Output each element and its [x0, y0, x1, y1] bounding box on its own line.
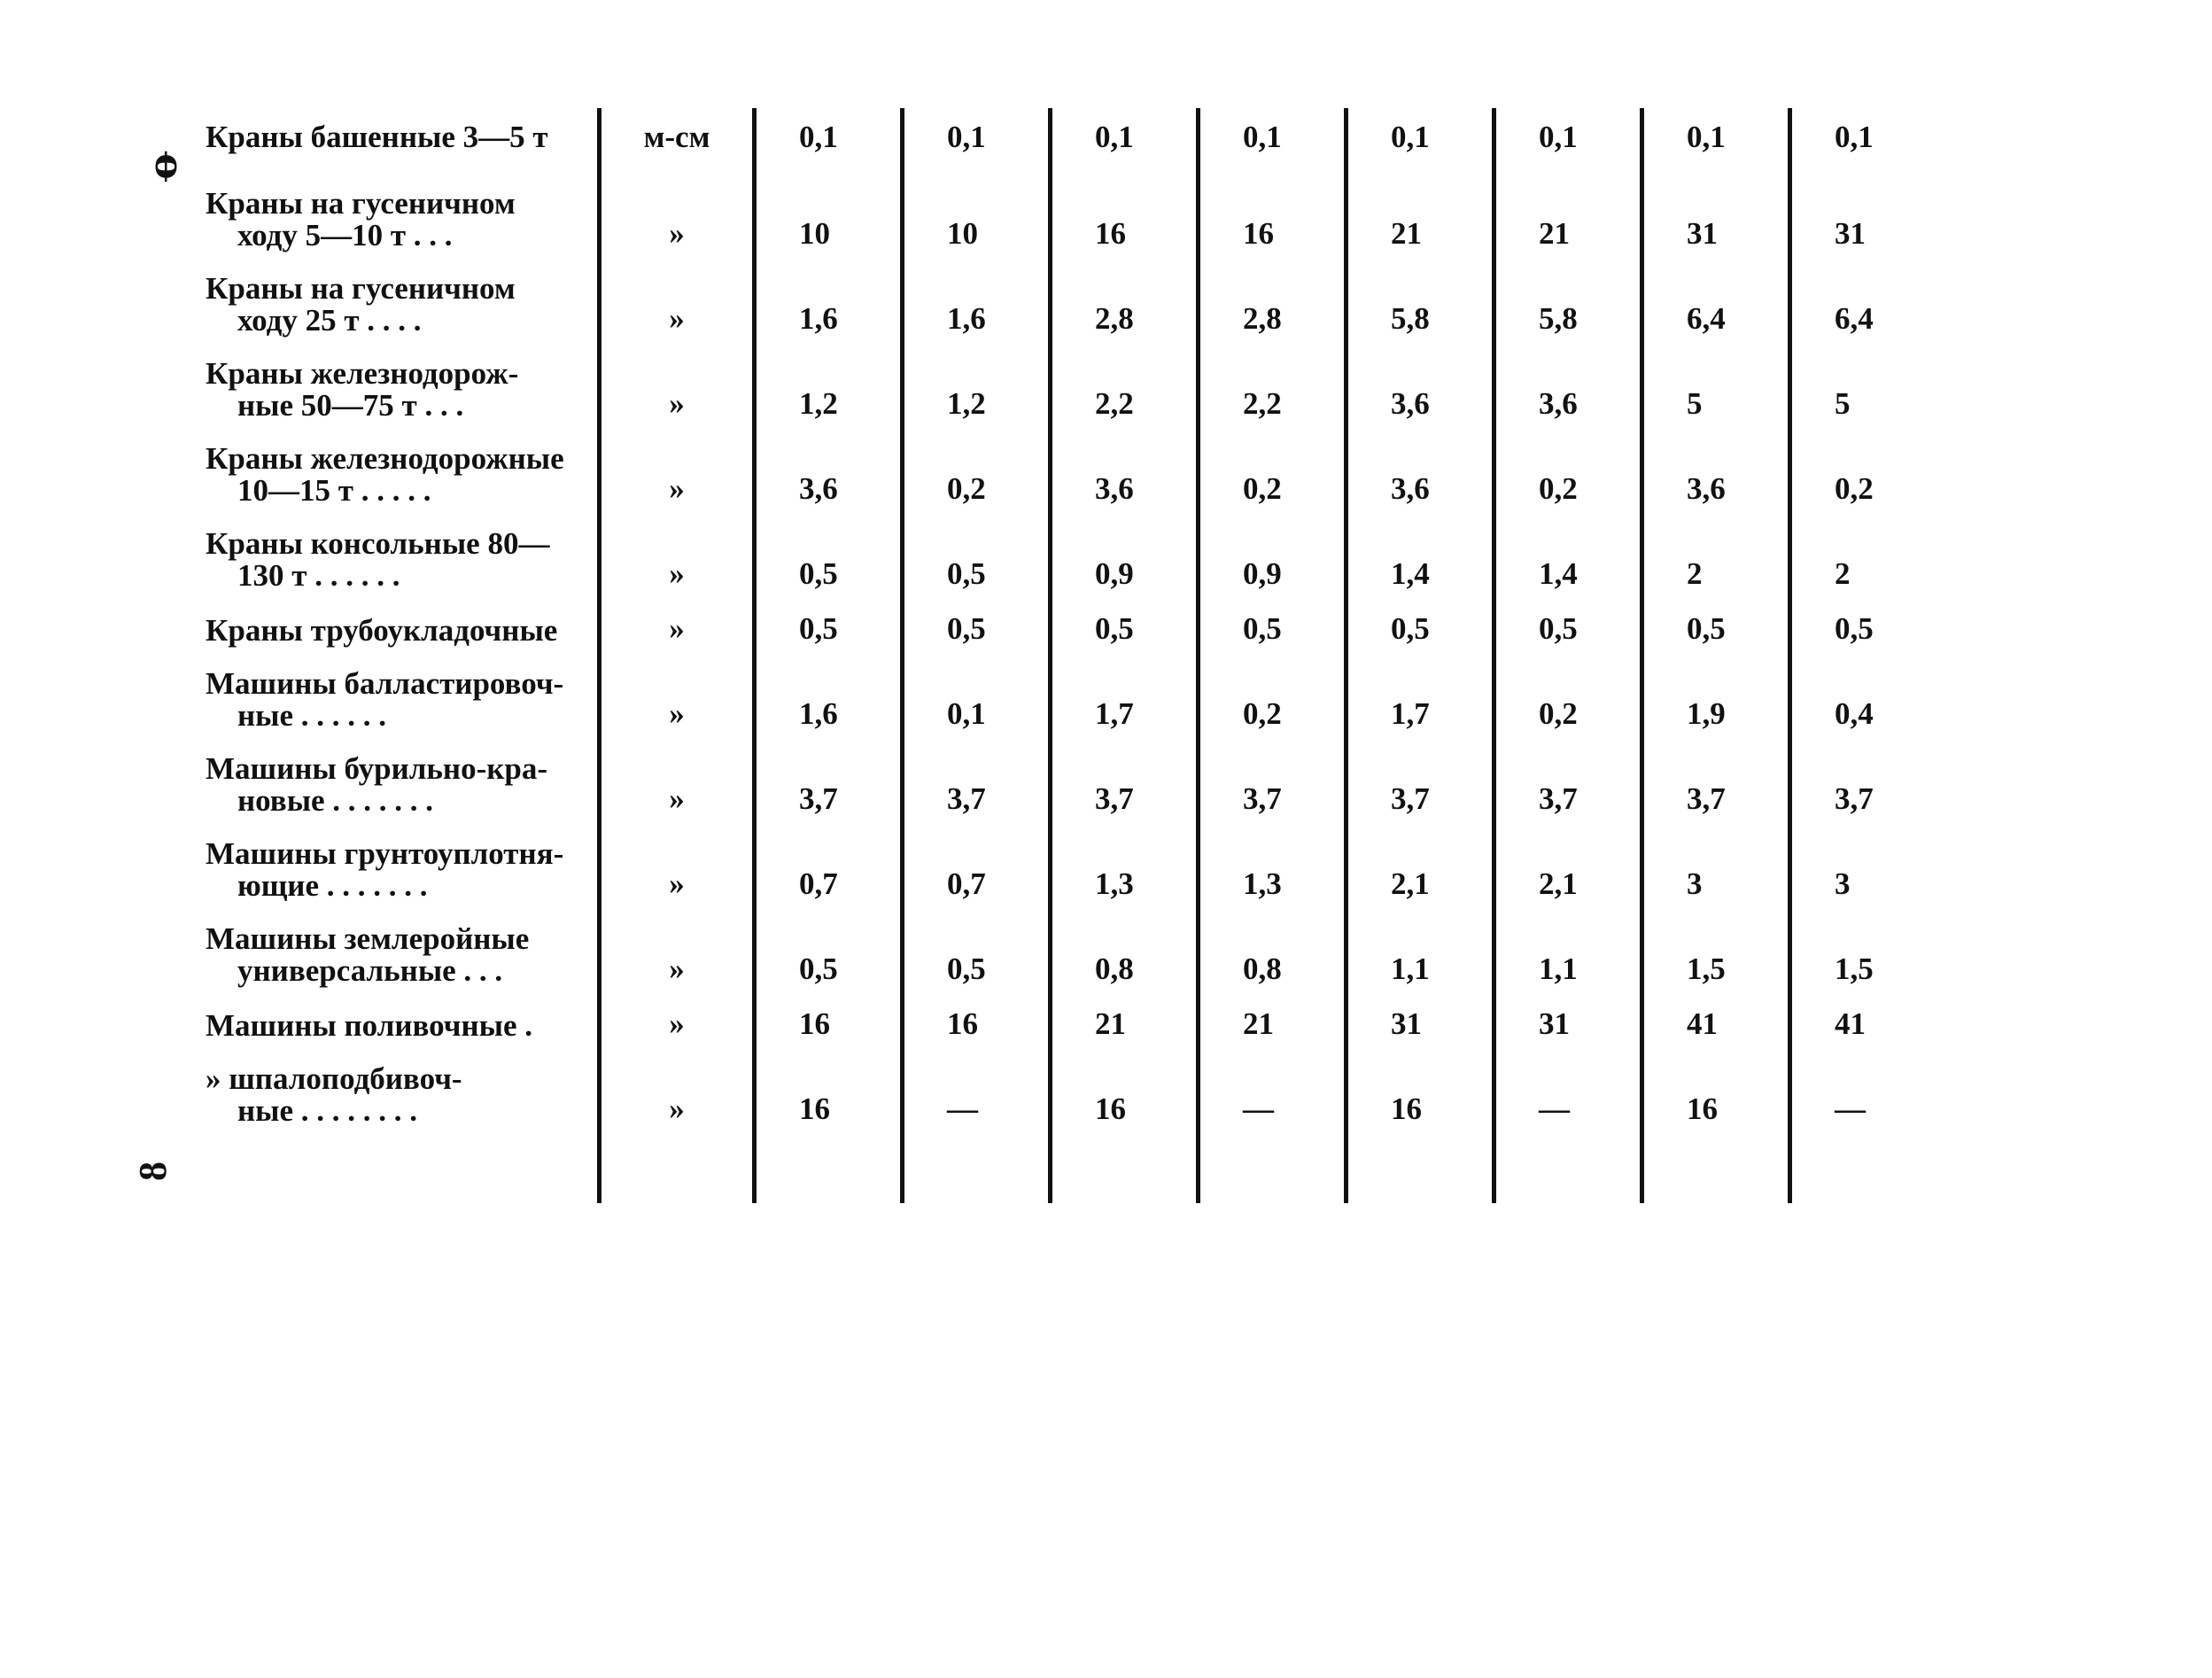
value-cell: 2: [1642, 507, 1790, 592]
page-marker-top: ꝋ: [141, 151, 185, 182]
value-cell: 1,4: [1494, 507, 1642, 592]
table-row: [206, 987, 1938, 1042]
value-cell: 1,6: [755, 647, 903, 732]
value-cell: 3,7: [1642, 732, 1790, 817]
row-name-line2: 10—15 т . . . . .: [237, 473, 431, 508]
row-name: [206, 252, 600, 337]
row-unit: м-см: [600, 108, 755, 167]
value-cell: 10: [903, 167, 1051, 252]
table-row: [206, 252, 1938, 337]
value-cell: 21: [1199, 987, 1347, 1042]
tail-cell: [1494, 1127, 1642, 1203]
machinery-table: [206, 108, 1938, 1203]
tail-cell: [1347, 1127, 1494, 1203]
value-cell: 3: [1790, 817, 1938, 902]
table-row: [206, 902, 1938, 987]
row-unit: »: [600, 422, 755, 507]
value-cell: 0,5: [903, 902, 1051, 987]
value-cell: 1,3: [1051, 817, 1199, 902]
row-name-line2: 130 т . . . . . .: [237, 558, 400, 593]
row-name-line1: Краны железнодорожные: [206, 441, 564, 476]
row-name: [206, 592, 600, 647]
value-cell: 1,2: [903, 337, 1051, 422]
value-cell: 16: [1051, 167, 1199, 252]
row-name-line2: ходу 5—10 т . . .: [237, 218, 453, 252]
value-cell: 2,2: [1051, 337, 1199, 422]
value-cell: 0,4: [1790, 647, 1938, 732]
value-cell: 0,2: [903, 422, 1051, 507]
value-cell: 0,7: [903, 817, 1051, 902]
value-cell: 0,7: [755, 817, 903, 902]
row-name-line2: ходу 25 т . . . .: [237, 303, 422, 338]
row-name-line2: ющие . . . . . . .: [237, 868, 428, 903]
value-cell: 1,6: [903, 252, 1051, 337]
value-cell: 0,2: [1494, 647, 1642, 732]
value-cell: 0,5: [903, 507, 1051, 592]
value-cell: 1,9: [1642, 647, 1790, 732]
value-cell: 1,5: [1790, 902, 1938, 987]
row-name-line1: Краны железнодорож-: [206, 356, 519, 391]
value-cell: 0,5: [1347, 592, 1494, 647]
table-row: [206, 647, 1938, 732]
value-cell: 0,8: [1051, 902, 1199, 987]
value-cell: 3,7: [755, 732, 903, 817]
value-cell: 16: [1199, 167, 1347, 252]
value-cell: 0,1: [1494, 108, 1642, 167]
value-cell: 3: [1642, 817, 1790, 902]
row-name: [206, 108, 600, 167]
value-cell: 41: [1642, 987, 1790, 1042]
row-name-line1: Машины бурильно-кра-: [206, 751, 548, 786]
value-cell: 0,2: [1199, 647, 1347, 732]
value-cell: 0,8: [1199, 902, 1347, 987]
value-cell: 1,7: [1051, 647, 1199, 732]
value-cell: 41: [1790, 987, 1938, 1042]
value-cell: 2,8: [1199, 252, 1347, 337]
row-name: [206, 422, 600, 507]
row-unit: »: [600, 337, 755, 422]
row-name-line1: Краны консольные 80—: [206, 526, 550, 561]
value-cell: 3,7: [903, 732, 1051, 817]
value-cell: —: [1494, 1042, 1642, 1127]
value-cell: 2,8: [1051, 252, 1199, 337]
row-name-line2: универсальные . . .: [237, 953, 503, 988]
row-name-line1: Машины грунтоуплотня-: [206, 836, 564, 871]
value-cell: 16: [755, 1042, 903, 1127]
value-cell: 16: [1642, 1042, 1790, 1127]
value-cell: 0,1: [755, 108, 903, 167]
value-cell: 0,1: [1642, 108, 1790, 167]
value-cell: 0,5: [1642, 592, 1790, 647]
row-name-line2: ные 50—75 т . . .: [237, 388, 464, 423]
row-name: [206, 902, 600, 987]
value-cell: 0,1: [1051, 108, 1199, 167]
value-cell: 31: [1790, 167, 1938, 252]
row-name-line2: новые . . . . . . .: [237, 783, 434, 818]
row-name: [206, 1042, 600, 1127]
value-cell: 1,6: [755, 252, 903, 337]
value-cell: 2: [1790, 507, 1938, 592]
value-cell: 5,8: [1347, 252, 1494, 337]
tail-cell: [1642, 1127, 1790, 1203]
value-cell: 3,7: [1790, 732, 1938, 817]
value-cell: 3,6: [1051, 422, 1199, 507]
value-cell: 3,7: [1347, 732, 1494, 817]
tail-cell: [755, 1127, 903, 1203]
value-cell: 0,2: [1199, 422, 1347, 507]
value-cell: 16: [903, 987, 1051, 1042]
row-name: [206, 987, 600, 1042]
row-unit: »: [600, 732, 755, 817]
tail-cell: [1051, 1127, 1199, 1203]
value-cell: 3,7: [1494, 732, 1642, 817]
page-marker-bottom: 8: [131, 1161, 175, 1181]
value-cell: 31: [1642, 167, 1790, 252]
table-row: [206, 1042, 1938, 1127]
value-cell: 21: [1347, 167, 1494, 252]
value-cell: 0,5: [755, 902, 903, 987]
value-cell: 0,5: [1051, 592, 1199, 647]
row-name-line1: Машины балластировоч-: [206, 666, 564, 701]
value-cell: 1,2: [755, 337, 903, 422]
tail-cell: [903, 1127, 1051, 1203]
value-cell: 0,5: [755, 592, 903, 647]
row-name: [206, 167, 600, 252]
row-unit: »: [600, 507, 755, 592]
value-cell: 6,4: [1790, 252, 1938, 337]
table-row: [206, 817, 1938, 902]
value-cell: 3,7: [1199, 732, 1347, 817]
value-cell: 1,4: [1347, 507, 1494, 592]
value-cell: 0,1: [1199, 108, 1347, 167]
value-cell: 1,1: [1347, 902, 1494, 987]
value-cell: 2,2: [1199, 337, 1347, 422]
value-cell: 0,5: [1199, 592, 1347, 647]
value-cell: 0,2: [1790, 422, 1938, 507]
table-row: [206, 592, 1938, 647]
row-unit: »: [600, 592, 755, 647]
value-cell: 21: [1494, 167, 1642, 252]
value-cell: 2,1: [1347, 817, 1494, 902]
row-name-line2: ные . . . . . .: [237, 698, 387, 733]
table-row: [206, 337, 1938, 422]
value-cell: 21: [1051, 987, 1199, 1042]
value-cell: 16: [1051, 1042, 1199, 1127]
value-cell: 1,5: [1642, 902, 1790, 987]
value-cell: 0,1: [903, 108, 1051, 167]
value-cell: 3,7: [1051, 732, 1199, 817]
value-cell: 0,2: [1494, 422, 1642, 507]
table-row: [206, 507, 1938, 592]
row-name-line2: ные . . . . . . . .: [237, 1093, 418, 1128]
value-cell: 1,1: [1494, 902, 1642, 987]
value-cell: 31: [1347, 987, 1494, 1042]
value-cell: 3,6: [755, 422, 903, 507]
value-cell: —: [903, 1042, 1051, 1127]
value-cell: 0,5: [1494, 592, 1642, 647]
row-name: [206, 647, 600, 732]
tail-cell: [1790, 1127, 1938, 1203]
value-cell: 0,5: [1790, 592, 1938, 647]
tail-cell: [1199, 1127, 1347, 1203]
value-cell: 31: [1494, 987, 1642, 1042]
row-name-line1: Краны на гусеничном: [206, 186, 516, 221]
value-cell: —: [1199, 1042, 1347, 1127]
row-name: [206, 337, 600, 422]
value-cell: 0,1: [1347, 108, 1494, 167]
value-cell: 0,1: [1790, 108, 1938, 167]
value-cell: 0,5: [903, 592, 1051, 647]
row-unit: »: [600, 252, 755, 337]
value-cell: 16: [755, 987, 903, 1042]
row-unit: »: [600, 902, 755, 987]
table-row: [206, 108, 1938, 167]
row-name-line1: Машины поливочные .: [206, 1008, 533, 1043]
row-name: [206, 507, 600, 592]
value-cell: 1,7: [1347, 647, 1494, 732]
row-name-line1: » шпалоподбивоч-: [206, 1061, 462, 1096]
table-row: [206, 167, 1938, 252]
row-unit: »: [600, 817, 755, 902]
row-name: [206, 732, 600, 817]
tail-cell: [600, 1127, 755, 1203]
row-name-line1: Краны на гусеничном: [206, 271, 516, 306]
row-name-line1: Краны трубоукладочные: [206, 613, 558, 648]
value-cell: 2,1: [1494, 817, 1642, 902]
value-cell: 16: [1347, 1042, 1494, 1127]
row-name-line1: Машины землеройные: [206, 921, 530, 956]
value-cell: 0,9: [1051, 507, 1199, 592]
table-tail-row: [206, 1127, 1938, 1203]
value-cell: 3,6: [1347, 337, 1494, 422]
row-unit: »: [600, 647, 755, 732]
value-cell: 5: [1790, 337, 1938, 422]
value-cell: 0,5: [755, 507, 903, 592]
row-name: [206, 817, 600, 902]
value-cell: 10: [755, 167, 903, 252]
value-cell: 1,3: [1199, 817, 1347, 902]
row-unit: »: [600, 1042, 755, 1127]
table-row: [206, 732, 1938, 817]
value-cell: 0,1: [903, 647, 1051, 732]
tail-cell: [206, 1127, 600, 1203]
value-cell: 0,9: [1199, 507, 1347, 592]
table-row: [206, 422, 1938, 507]
value-cell: 3,6: [1494, 337, 1642, 422]
row-unit: »: [600, 167, 755, 252]
value-cell: 5: [1642, 337, 1790, 422]
value-cell: —: [1790, 1042, 1938, 1127]
value-cell: 3,6: [1642, 422, 1790, 507]
row-unit: »: [600, 987, 755, 1042]
value-cell: 5,8: [1494, 252, 1642, 337]
row-name-line1: Краны башенные 3—5 т: [206, 120, 548, 154]
value-cell: 6,4: [1642, 252, 1790, 337]
value-cell: 3,6: [1347, 422, 1494, 507]
